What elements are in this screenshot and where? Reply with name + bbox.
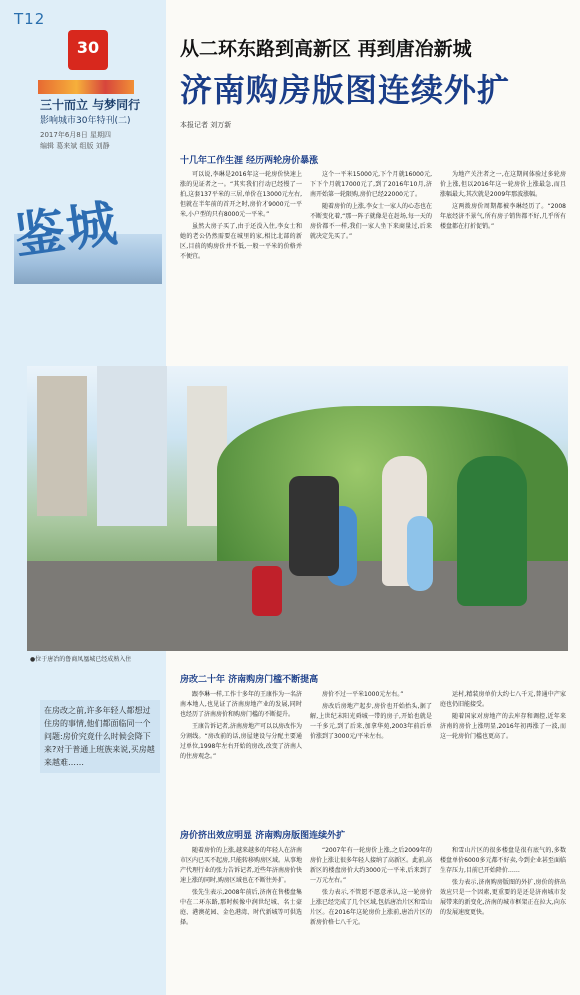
- photo-caption: ●位于唐冶的鲁商凤凰城已经成熟入住: [30, 656, 132, 663]
- section-2-col-2: [310, 690, 432, 744]
- paragraph: 张先生表示,2008年前后,济南在售楼盘集中在二环东路,那时候像中润世纪城、名士豪庭、港澳花园、金色港湾、时代新城等可供选择。: [180, 889, 302, 926]
- section-title: 鉴城: [10, 193, 123, 266]
- paragraph: 张力表示,不管愿不愿意承认,这一轮房价上涨已经完成了几个区域,包括唐冶片区和雪山片区。在2016年这轮房价上涨前,唐冶片区的新房价格七八千元。: [310, 889, 432, 926]
- section-3-col-1: [180, 846, 302, 930]
- paragraph: 可以说,李琳是2016年这一轮房价快速上涨的见证者之一。“其实我们行动已经慢了一拍,这套137平米的三居,单价在13000元左右,但就在半年前的首开之时,房价才9000元一平米,小户型的只有8000元一平米。”: [180, 171, 302, 218]
- paragraph: 和雪山片区的很多楼盘是很有底气的,多数楼盘单价6000多元都不好卖,今到企业甚至面临生存压力,目前已开始降价……: [440, 847, 566, 874]
- paragraph: 房价不过一平米1000元左右。”: [322, 691, 404, 698]
- section-1-title: 十几年工作生涯 经历两轮房价暴涨: [180, 156, 319, 166]
- paragraph: 运村,精装房单价大约七八千元,普通中产家庭也仍旧能接受。: [440, 691, 566, 708]
- section-3-title: 房价挤出效应明显 济南购房版图连续外扩: [180, 831, 346, 841]
- anniversary-logo: 30: [68, 30, 108, 70]
- section-1-col-2: [310, 170, 432, 244]
- series-subtitle: 影响城市30年特刊(二): [40, 116, 131, 126]
- paragraph: 这个一平米15000元,下个月就16000元,下下个月就17000元了,到了2016年10月,济南开始第一轮限购,房价已经22000元了。: [310, 171, 432, 198]
- side-note: 在房改之前,许多年轻人都想过住房的事情,他们都面临同一个问题:房价究竟什么时候会降下来?对于普通上班族来说,买房越来越难……: [40, 700, 160, 773]
- article-headline: 济南购房版图连续外扩: [180, 71, 511, 109]
- apartment-building: [97, 366, 167, 526]
- apartment-building: [37, 376, 87, 516]
- page-number: T12: [14, 10, 46, 28]
- grandmother-figure: [457, 456, 527, 606]
- child-figure: [407, 516, 433, 591]
- section-3-col-3: [440, 846, 566, 920]
- toy-robot: [252, 566, 282, 616]
- paragraph: 随着房价的上涨,越来越多的年轻人在济南市区内已买不起房,只能转移购房区域。从事地产代理行业的张力告诉记者,近些年济南房价快速上涨的同时,购房区域也在不断往外扩。: [180, 847, 302, 884]
- section-3-col-2: [310, 846, 432, 930]
- skyline-stripe: [38, 80, 134, 94]
- article-byline: 本报记者 刘万新: [180, 121, 232, 129]
- issue-date: 2017年6月8日 星期四: [40, 131, 111, 139]
- section-2-col-3: [440, 690, 566, 744]
- section-1-col-3: [440, 170, 566, 234]
- editor-credits: 编辑 葛来斌 组版 刘静: [40, 142, 110, 150]
- section-2-title: 房改二十年 济南购房门槛不断提高: [180, 675, 319, 685]
- section-1-col-1: [180, 170, 302, 264]
- stroller: [289, 476, 339, 576]
- section-2-col-1: [180, 690, 302, 764]
- paragraph: 跟李琳一样,工作十多年的王康作为一名济南本地人,也见证了济南房地产业的发展,同时也经历了济南房价和购房门槛的不断提升。: [180, 691, 302, 718]
- paragraph: 房改后房地产起步,房价也开始抬头,据了解,上世纪末阳光舜城一带的房子,开始也就是一千多元,到了后来,加拿华苑,2003年前后单价涨到了3000元/平米左右。: [310, 703, 432, 740]
- paragraph: “2007年有一轮房价上涨,之后2009年的房价上涨让很多年轻人接纳了高新区。此前,高新区的楼盘房价大约3000元一平米,后来到了一万元左右。”: [310, 847, 432, 884]
- article-deck: 从二环东路到高新区 再到唐冶新城: [180, 38, 472, 60]
- series-title: 三十而立 与梦同行: [40, 98, 141, 112]
- paragraph: 张力表示,济南购房版图的外扩,房价的挤出效应只是一个因素,更重要的是还是济南城市发展带来的新变化,济南的城市框架正在拉大,向东的发展速度更快。: [440, 879, 566, 916]
- paragraph: 随着房价的上涨,李女士一家人的心态也在不断变化着,“那一阵子就像是在赶场,每一天的房价都不一样,我们一家人坐下来商量过,后来就决定先买了。”: [310, 203, 432, 240]
- paragraph: 王康告诉记者,济南房地产可以以房改作为分割线。“房改前的话,房屋建设与分配主要通过单位,1998年左右开始的房改,改变了济南人的住房观念。”: [180, 723, 302, 760]
- paragraph: 随着国家对房地产的去库存和调控,近年来济南的房价上涨明显,2016年初再涨了一波,而这一轮房价门槛也更高了。: [440, 713, 566, 740]
- paragraph: 这两拨房价周期都被李琳经历了。“2008年底经济不景气,所有房子销售都不好,几乎所有楼盘都在打折促销。”: [440, 203, 566, 230]
- paragraph: 虽然大房子买了,由于还没入住,李女士和她的老公仍然需要在城里的家,相比北部的新区,目前的购房价并不低,一般一平米的价格并不便宜。: [180, 223, 302, 260]
- street-photo: [27, 366, 568, 651]
- paragraph: 为地产关注者之一,在这期间体验过多轮房价上涨,但以2016年这一轮房价上涨最急,而且涨幅最大,其次就是2009年那波涨幅。: [440, 171, 566, 198]
